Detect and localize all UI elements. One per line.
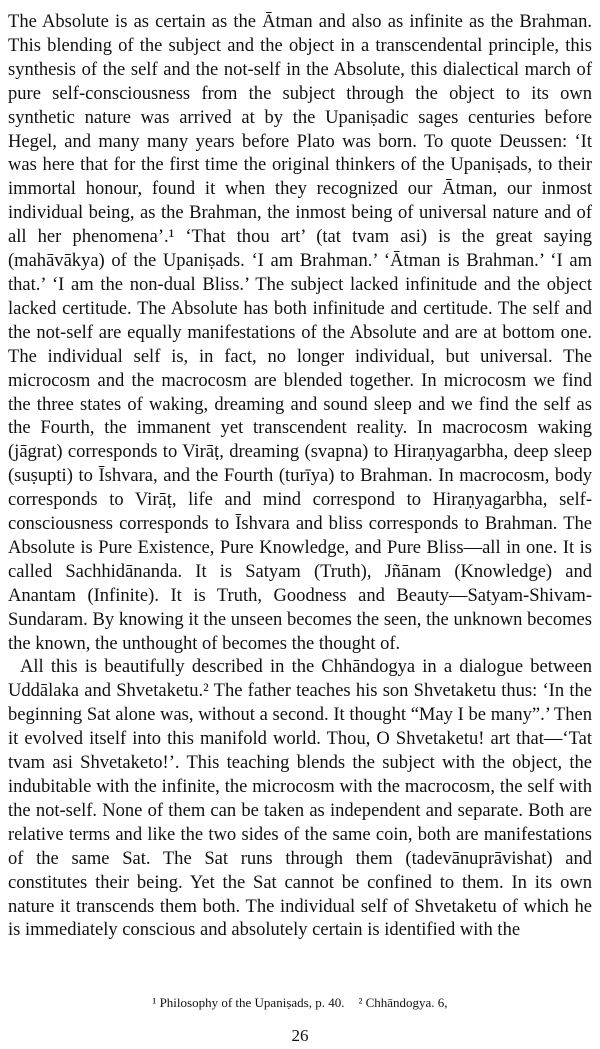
footnotes: [0, 995, 600, 1011]
body-paragraph-1: The Absolute is as certain as the Ātman and also as infinite as the Brahman. This blending of the subject and the object in a transcendental principle, this synthesis of the self and the not-self in the Absolute, this dialectical march of pure self-consciousness from the subject through the object to its own synthetic nature was arrived at by the Upaniṣadic sages centuries before Hegel, and many many years before Plato was born. To quote Deussen: ‘It was here that for the first time the original thinkers of the Upaniṣads, to their immortal honour, found it when they recognized our Ātman, our inmost individual being, as the Brahman, the inmost being of universal nature and of all her phenomena’.¹ ‘That thou art’ (tat tvam asi) is the great saying (mahāvākya) of the Upaniṣads. ‘I am Brahman.’ ‘Ātman is Brahman.’ ‘I am that.’ ‘I am the non-dual Bliss.’ The subject lacked infinitude and the object lacked certitude. The Absolute has both infinitude and certitude. The self and the not-self are equally manifestations of the Absolute and are at bottom one. The individual self is, in fact, no longer individual, but universal. The microcosm and the macrocosm are blended together. In microcosm we find the three states of waking, dreaming and sound sleep and we find the self as the Fourth, the immanent yet transcendent reality. In macrocosm waking (jāgrat) corresponds to Virāṭ, dreaming (svapna) to Hiraṇyagarbha, deep sleep (suṣupti) to Īshvara, and the Fourth (turīya) to Brahman. In macrocosm, body corresponds to Virāṭ, life and mind correspond to Hiraṇyagarbha, self-consciousness corresponds to Īshvara and bliss corresponds to Brahman. The Absolute is Pure Existence, Pure Knowledge, and Pure Bliss—all in one. It is called Sachhidānanda. It is Satyam (Truth), Jñānam (Knowledge) and Anantam (Infinite). It is Truth, Goodness and Beauty—Satyam-Shivam-Sundaram. By knowing it the unseen becomes the seen, the unknown becomes the known, the unthought of becomes the thought of.: [8, 11, 592, 654]
body-paragraph-2: All this is beautifully described in the Chhāndogya in a dialogue between Uddālaka and Shvetaketu.² The father teaches his son Shvetaketu thus: ‘In the beginning Sat alone was, without a second. It thought “May I be many”.’ Then it evolved itself into this manifold world. Thou, O Shvetaketu! art that—‘Tat tvam asi Shvetaketo!’. This teaching blends the subject with the object, the indubitable with the infinite, the microcosm with the macrocosm, the self with the not-self. None of them can be taken as independent and separate. Both are relative terms and like the two sides of the same coin, both are manifestations of the same Sat. The Sat runs through them (tadevānuprāvishat) and constitutes their being. Yet the Sat cannot be confined to them. In its own nature it transcends them both. The individual self of Shvetaketu of which he is immediately conscious and absolutely certain is identified with the: [8, 656, 592, 941]
page-number: 26: [291, 1026, 309, 1045]
book-page: [8, 10, 592, 942]
footnote-1: ¹ Philosophy of the Upaniṣads, p. 40.: [152, 995, 345, 1010]
footnote-2: ² Chhāndogya. 6,: [358, 995, 448, 1010]
